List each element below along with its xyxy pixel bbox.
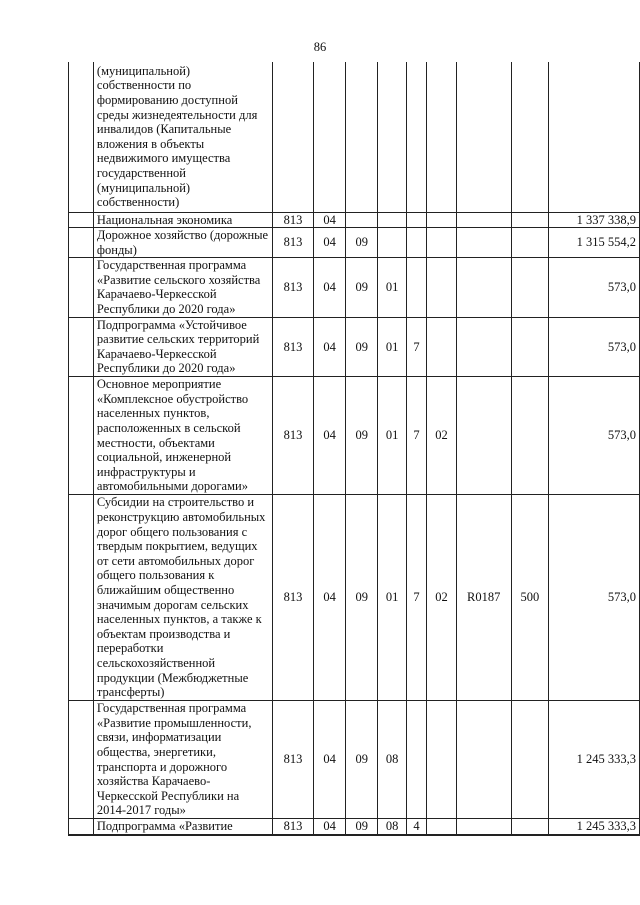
- row-amount: 1 245 333,3: [548, 819, 639, 835]
- row-amount: 573,0: [548, 377, 639, 495]
- row-amount: 1 315 554,2: [548, 228, 639, 258]
- row-amount: 573,0: [548, 258, 639, 317]
- row-program-code: 01: [378, 377, 406, 495]
- row-expense-type-code: [511, 258, 548, 317]
- page-number: 86: [313, 40, 327, 54]
- row-subprogram-code: 4: [406, 819, 426, 835]
- table-row: [69, 495, 640, 701]
- row-name: (муниципальной) собственности по формированию доступной среды жизнедеятельности для инвалидов (Капитальные вложения в объекты недвижимого имущества государственной (муниципальной) собственности): [93, 62, 272, 212]
- row-name: Подпрограмма «Устойчивое развитие сельских территорий Карачаево-Черкесской Республики до 2020 года»: [93, 317, 272, 376]
- row-expense-type-code: [511, 317, 548, 376]
- row-program-code: [378, 62, 406, 212]
- row-program-code: 01: [378, 317, 406, 376]
- row-grbs-code: 813: [272, 212, 313, 228]
- table-row: [69, 258, 640, 317]
- row-section-code: 04: [314, 701, 346, 819]
- row-subsection-code: 09: [346, 819, 378, 835]
- row-grbs-code: 813: [272, 377, 313, 495]
- row-name: Государственная программа «Развитие сельского хозяйства Карачаево-Черкесской Республики до 2020 года»: [93, 258, 272, 317]
- row-subprogram-code: [406, 228, 426, 258]
- row-blank-cell: [69, 819, 94, 835]
- row-blank-cell: [69, 495, 94, 701]
- row-section-code: 04: [314, 228, 346, 258]
- row-event-code: [427, 228, 456, 258]
- row-program-code: [378, 212, 406, 228]
- row-subsection-code: [346, 212, 378, 228]
- row-blank-cell: [69, 317, 94, 376]
- row-program-code: 01: [378, 495, 406, 701]
- row-expense-type-code: [511, 62, 548, 212]
- row-name: Подпрограмма «Развитие: [93, 819, 272, 835]
- row-direction-code: [456, 228, 511, 258]
- row-subprogram-code: [406, 258, 426, 317]
- row-expense-type-code: [511, 228, 548, 258]
- row-subsection-code: [346, 62, 378, 212]
- row-subprogram-code: 7: [406, 317, 426, 376]
- row-direction-code: [456, 62, 511, 212]
- row-name: Государственная программа «Развитие промышленности, связи, информатизации общества, энергетики, транспорта и дорожного хозяйства Карачаево-Черкесской Республики на 2014-2017 годы»: [93, 701, 272, 819]
- row-direction-code: [456, 701, 511, 819]
- row-event-code: [427, 62, 456, 212]
- row-amount: 1 245 333,3: [548, 701, 639, 819]
- row-section-code: 04: [314, 212, 346, 228]
- row-grbs-code: 813: [272, 495, 313, 701]
- row-direction-code: [456, 819, 511, 835]
- row-expense-type-code: [511, 212, 548, 228]
- row-direction-code: [456, 377, 511, 495]
- row-blank-cell: [69, 228, 94, 258]
- row-amount: 573,0: [548, 317, 639, 376]
- row-expense-type-code: 500: [511, 495, 548, 701]
- row-blank-cell: [69, 62, 94, 212]
- row-program-code: 08: [378, 701, 406, 819]
- row-blank-cell: [69, 212, 94, 228]
- row-subprogram-code: [406, 701, 426, 819]
- table-body: [69, 62, 640, 835]
- row-grbs-code: 813: [272, 317, 313, 376]
- row-amount: 1 337 338,9: [548, 212, 639, 228]
- row-event-code: [427, 317, 456, 376]
- row-section-code: 04: [314, 495, 346, 701]
- row-event-code: [427, 212, 456, 228]
- row-expense-type-code: [511, 701, 548, 819]
- table-row: [69, 212, 640, 228]
- row-subsection-code: 09: [346, 317, 378, 376]
- row-program-code: [378, 228, 406, 258]
- row-subsection-code: 09: [346, 377, 378, 495]
- row-expense-type-code: [511, 377, 548, 495]
- row-blank-cell: [69, 377, 94, 495]
- row-name: Национальная экономика: [93, 212, 272, 228]
- row-subsection-code: 09: [346, 228, 378, 258]
- row-event-code: 02: [427, 495, 456, 701]
- row-section-code: 04: [314, 819, 346, 835]
- row-grbs-code: 813: [272, 258, 313, 317]
- row-grbs-code: 813: [272, 701, 313, 819]
- row-blank-cell: [69, 701, 94, 819]
- budget-table: [68, 62, 640, 836]
- row-event-code: [427, 819, 456, 835]
- table-row: [69, 701, 640, 819]
- table-row: [69, 317, 640, 376]
- row-subprogram-code: 7: [406, 377, 426, 495]
- row-grbs-code: [272, 62, 313, 212]
- row-amount: 573,0: [548, 495, 639, 701]
- row-event-code: 02: [427, 377, 456, 495]
- row-amount: [548, 62, 639, 212]
- row-section-code: 04: [314, 377, 346, 495]
- row-grbs-code: 813: [272, 228, 313, 258]
- row-subprogram-code: 7: [406, 495, 426, 701]
- row-name: Дорожное хозяйство (дорожные фонды): [93, 228, 272, 258]
- row-name: Субсидии на строительство и реконструкцию автомобильных дорог общего пользования с твердым покрытием, ведущих от сети автомобильных дорог общего пользования к ближайшим общественно значимым дорогам сельских населенных пунктов, а также к объектам производства и переработки сельскохозяйственной продукции (Межбюджетные трансферты): [93, 495, 272, 701]
- row-subsection-code: 09: [346, 258, 378, 317]
- row-subprogram-code: [406, 62, 426, 212]
- row-section-code: 04: [314, 258, 346, 317]
- table-row: [69, 377, 640, 495]
- row-section-code: 04: [314, 317, 346, 376]
- table-row: [69, 62, 640, 212]
- row-section-code: [314, 62, 346, 212]
- row-subsection-code: 09: [346, 495, 378, 701]
- row-blank-cell: [69, 258, 94, 317]
- row-direction-code: [456, 317, 511, 376]
- row-direction-code: [456, 212, 511, 228]
- row-name: Основное мероприятие «Комплексное обустройство населенных пунктов, расположенных в сельской местности, объектами социальной, инженерной инфраструктуры и автомобильными дорогами»: [93, 377, 272, 495]
- row-subprogram-code: [406, 212, 426, 228]
- row-subsection-code: 09: [346, 701, 378, 819]
- row-program-code: 01: [378, 258, 406, 317]
- table-row: [69, 819, 640, 835]
- table-row: [69, 228, 640, 258]
- row-direction-code: R0187: [456, 495, 511, 701]
- row-event-code: [427, 258, 456, 317]
- row-event-code: [427, 701, 456, 819]
- row-grbs-code: 813: [272, 819, 313, 835]
- row-program-code: 08: [378, 819, 406, 835]
- row-expense-type-code: [511, 819, 548, 835]
- row-direction-code: [456, 258, 511, 317]
